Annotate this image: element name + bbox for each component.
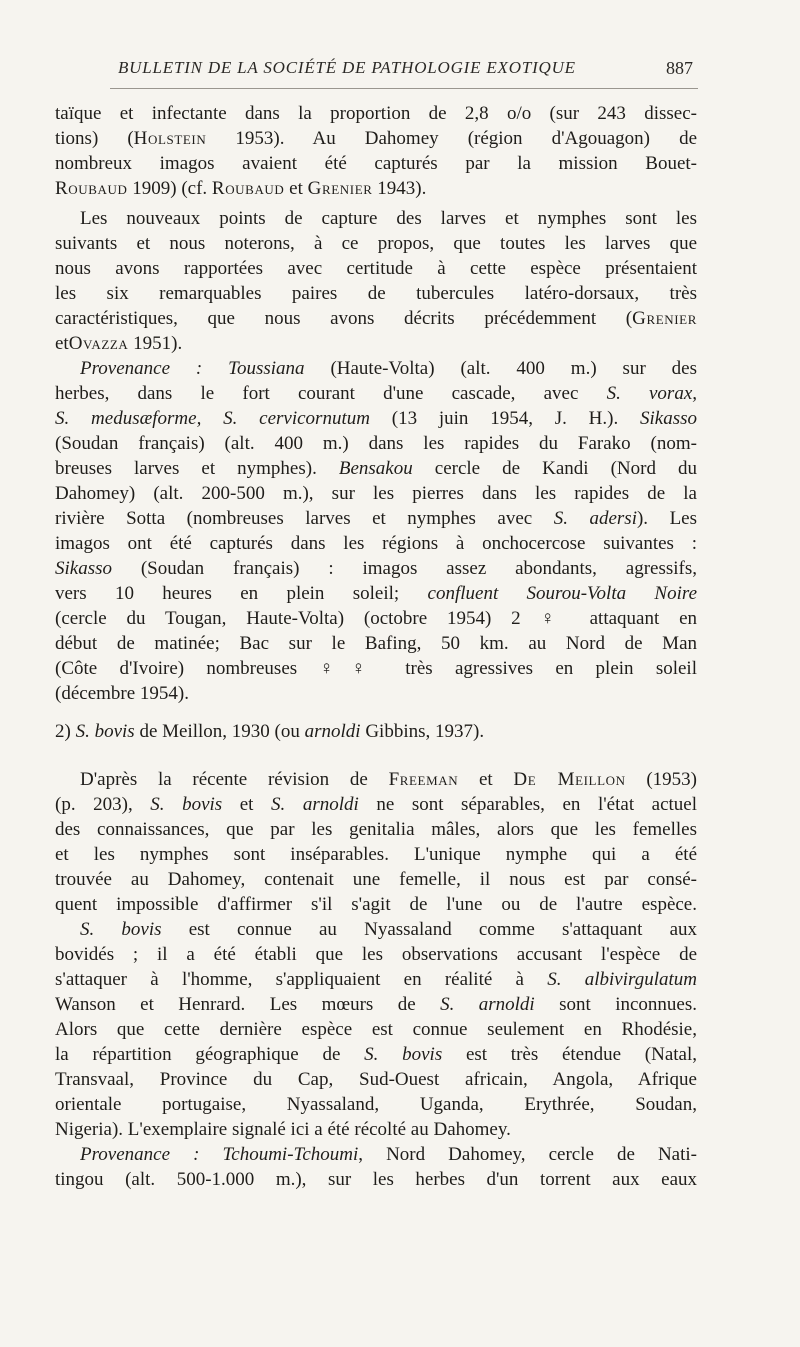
text-line: (cercle du Tougan, Haute-Volta) (octobre 1954) 2 ♀ attaquant en	[55, 608, 697, 629]
text-line: s'attaquer à l'homme, s'appliquaient en réalité à S. albivirgulatum	[55, 969, 697, 990]
text-line: et les nymphes sont inséparables. L'unique nymphe qui a été	[55, 844, 697, 865]
text-line: (Soudan français) (alt. 400 m.) dans les rapides du Farako (nom-	[55, 433, 697, 454]
text-line: breuses larves et nymphes). Bensakou cercle de Kandi (Nord du	[55, 458, 697, 479]
text-line: Alors que cette dernière espèce est connue seulement en Rhodésie,	[55, 1019, 697, 1040]
text-line: début de matinée; Bac sur le Bafing, 50 km. au Nord de Man	[55, 633, 697, 654]
text-line: tingou (alt. 500-1.000 m.), sur les herbes d'un torrent aux eaux	[55, 1169, 697, 1190]
text-line: nous avons rapportées avec certitude à cette espèce présentaient	[55, 258, 697, 279]
locality-name: Bensakou	[338, 458, 413, 479]
text-line: vers 10 heures en plein soleil; confluent Sourou-Volta Noire	[55, 583, 697, 604]
text-line: Roubaud 1909) (cf. Roubaud et Grenier 1943).	[55, 178, 427, 199]
species-name: S. vorax,	[606, 383, 697, 404]
text-line: Dahomey) (alt. 200-500 m.), sur les pierres dans les rapides de la	[55, 483, 697, 504]
page-number: 887	[666, 58, 693, 78]
text-line: bovidés ; il a été établi que les observations accusant l'espèce de	[55, 944, 697, 965]
text-line: caractéristiques, que nous avons décrits précédemment (Grenier	[55, 308, 697, 329]
text-line: Les nouveaux points de capture des larves et nymphes sont les	[80, 208, 697, 229]
locality-name: Provenance : Tchoumi-Tchoumi	[80, 1144, 359, 1165]
text-line: Sikasso (Soudan français) : imagos assez abondants, agressifs,	[55, 558, 697, 579]
species-name: S. bovis	[150, 794, 223, 815]
text-line: des connaissances, que par les genitalia mâles, alors que les femelles	[55, 819, 697, 840]
text-line: (p. 203), S. bovis et S. arnoldi ne sont séparables, en l'état actuel	[55, 794, 697, 815]
text-line: etOvazza 1951).	[55, 333, 183, 354]
text-line: Provenance : Toussiana (Haute-Volta) (alt. 400 m.) sur des	[80, 358, 697, 379]
species-name: S. arnoldi	[440, 994, 535, 1015]
species-name: S. adersi	[553, 508, 637, 529]
species-name: arnoldi	[304, 721, 361, 742]
text-line: S. medusæforme, S. cervicornutum (13 juin 1954, J. H.). Sikasso	[55, 408, 697, 429]
author-name: Ovazza	[68, 333, 129, 354]
locality-name: Provenance : Toussiana	[80, 358, 305, 379]
text-line: la répartition géographique de S. bovis est très étendue (Natal,	[55, 1044, 697, 1065]
text-line: D'après la récente révision de Freeman et De Meillon (1953)	[80, 769, 697, 790]
text-line: S. bovis est connue au Nyassaland comme s'attaquant aux	[80, 919, 697, 940]
author-name: Grenier	[632, 308, 697, 329]
species-name: S. medusæforme, S. cervicornutum	[55, 408, 370, 429]
author-name: De Meillon	[513, 769, 626, 790]
section-heading: 2) S. bovis de Meillon, 1930 (ou arnoldi Gibbins, 1937).	[55, 721, 485, 742]
text-line: rivière Sotta (nombreuses larves et nymphes avec S. adersi). Les	[55, 508, 697, 529]
species-name: S. albivirgulatum	[547, 969, 697, 990]
author-name: Freeman	[388, 769, 459, 790]
text-line: (Côte d'Ivoire) nombreuses ♀♀ très agressives en plein soleil	[55, 658, 697, 679]
species-name: S. bovis	[75, 721, 135, 742]
author-name: Roubaud	[55, 178, 128, 199]
locality-name: confluent Sourou-Volta Noire	[427, 583, 697, 604]
locality-name: Sikasso	[640, 408, 697, 429]
text-line: quent impossible d'affirmer s'il s'agit de l'une ou de l'autre espèce.	[55, 894, 697, 915]
species-name: S. arnoldi	[271, 794, 359, 815]
text-line: (décembre 1954).	[55, 683, 189, 704]
author-name: Roubaud	[211, 178, 285, 199]
author-name: Holstein	[133, 128, 207, 149]
author-name: Grenier	[307, 178, 373, 199]
text-line: herbes, dans le fort courant d'une cascade, avec S. vorax,	[55, 383, 697, 404]
text-line: trouvée au Dahomey, contenait une femelle, il nous est par consé-	[55, 869, 697, 890]
text-line: taïque et infectante dans la proportion de 2,8 o/o (sur 243 dissec-	[55, 103, 697, 124]
text-line: Nigeria). L'exemplaire signalé ici a été récolté au Dahomey.	[55, 1119, 511, 1140]
species-name: S. bovis	[364, 1044, 443, 1065]
text-line: les six remarquables paires de tubercules latéro-dorsaux, très	[55, 283, 697, 304]
running-title: BULLETIN DE LA SOCIÉTÉ DE PATHOLOGIE EXOTIQUE	[118, 58, 576, 77]
species-name: S. bovis	[80, 919, 162, 940]
text-line: tions) (Holstein 1953). Au Dahomey (région d'Agouagon) de	[55, 128, 697, 149]
text-line: Transvaal, Province du Cap, Sud-Ouest africain, Angola, Afrique	[55, 1069, 697, 1090]
text-line: Provenance : Tchoumi-Tchoumi, Nord Dahomey, cercle de Nati-	[80, 1144, 697, 1165]
text-line: orientale portugaise, Nyassaland, Uganda, Erythrée, Soudan,	[55, 1094, 697, 1115]
text-line: imagos ont été capturés dans les régions à onchocercose suivantes :	[55, 533, 697, 554]
text-line: nombreux imagos avaient été capturés par la mission Bouet-	[55, 153, 697, 174]
header-rule	[110, 88, 698, 89]
text-line: Wanson et Henrard. Les mœurs de S. arnoldi sont inconnues.	[55, 994, 697, 1015]
text-line: suivants et nous noterons, à ce propos, que toutes les larves que	[55, 233, 697, 254]
locality-name: Sikasso	[55, 558, 112, 579]
